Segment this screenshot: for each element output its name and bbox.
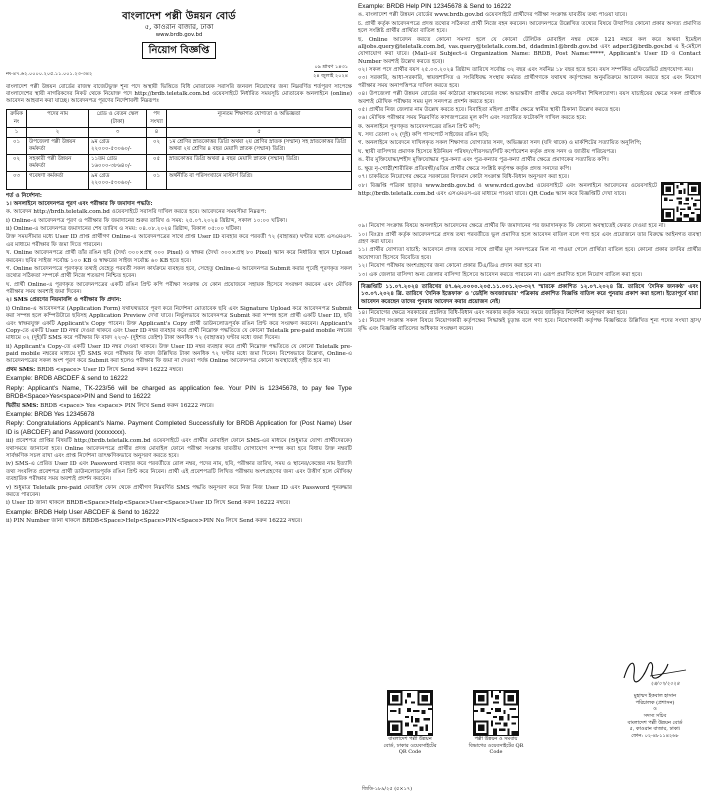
clause-08-block bbox=[358, 182, 701, 222]
clause-08: ০৮। বিজ্ঞপ্তি পত্রিকা ছাড়াও www.brdb.gov.bd ও www.rdcd.gov.bd ওয়েবসাইটে এবং অনলাইনে আবেদনের ওয়েবসাইটে http://brdb.teletalk.com.bd এবং এসএমএস-এর মাধ্যমে পাওয়া যাবে। QR Code স্ক্যান করে বিজ্ঞপ্তিটি দেখা যাবে। bbox=[358, 183, 657, 197]
memo-block bbox=[6, 63, 352, 83]
th-serial: ক্রমিক নং bbox=[7, 110, 27, 127]
section-1a: ক. আবেদন http://brdb.teletalk.com.bd ওয়েবসাইটে সরাসরি দাখিল করতে হবে। আবেদনের সময়সীমা নিম্নরূপ: bbox=[6, 209, 267, 216]
section-2a: i) Online-এ আবেদনপত্র (Application Form) যথাযথভাবে পূরণ করে নির্দেশনা মোতাবেক ছবি এবং Signature Upload করে আবেদনপত্র Submit করা সম্পন্ন হলে কম্পিউটারে ছবিসহ Application Preview দেখা যাবে। নির্ভুলভাবে আবেদনপত্র Submit করা সম্পন্ন হলে প্রার্থী একটি User ID, ছবি এবং স্বাক্ষরযুক্ত একটি Applicant's Copy পাবেন। উক্ত Applicant's Copy প্রার্থী ডাউনলোডপূর্বক রঙিন প্রিন্ট করে সংরক্ষণ করবেন। Applicant's Copy-তে একটি User ID নম্বর দেওয়া থাকবে এবং User ID নম্বর ব্যবহার করে প্রার্থী নিম্নোক্ত পদ্ধতিতে যে কোনো Teletalk pre-paid mobile নম্বরের মাধ্যমে ০২ (দুই)টি SMS করে পরীক্ষার ফি বাবদ ২২৩/- (দুইশত তেইশ) টাকা অনধিক ৭২ (বাহাত্তর) ঘণ্টার মধ্যে জমা দিবেন। bbox=[6, 305, 352, 342]
qr-rdcd[interactable] bbox=[468, 690, 524, 756]
clause-07: ০৭। চাকরিতে নিয়োগের ক্ষেত্রে সরকারের বিদ্যমান কোটা সংক্রান্ত বিধি-বিধান অনুসরণ করা হবে। bbox=[358, 173, 569, 180]
sms-2 bbox=[6, 403, 352, 410]
clause-13: ১৩। এক জেলার বাসিন্দা অন্য জেলার বাসিন্দা হিসেবে আবেদন করতে পারবেন না। এরূপ প্রমাণিত হলে নিয়োগ বাতিল করা হবে। bbox=[358, 271, 643, 278]
colnum: ২ bbox=[27, 127, 89, 137]
th-requirement: ন্যূনতম শিক্ষাগত যোগ্যতা ও অভিজ্ঞতা bbox=[167, 110, 352, 127]
cell-grade: ৯ম গ্রেড ২২০০০-৫৩০৬০/- bbox=[89, 172, 147, 189]
qr-rdcd-caption: পল্লী উন্নয়ন ও সমবায় বিভাগের ওয়েবসাইটের QR Code bbox=[468, 736, 524, 756]
signatory-name: মুহাম্মদ ইকবাল হাসান bbox=[633, 693, 677, 700]
qr-brdb[interactable] bbox=[382, 690, 438, 756]
sms-example-1: Example: BRDB ABCDEF & send to 16222 bbox=[6, 375, 128, 383]
table-header-row bbox=[7, 110, 352, 127]
section-2c: iii) প্রবেশপত্র প্রাপ্তির বিষয়টি http://brdb.teletalk.com.bd ওয়েবসাইটে এবং প্রার্থীর মোবাইল ফোনে SMS-এর মাধ্যমে (শুধুমাত্র যোগ্য প্রার্থীদেরকে) যথাসময়ে জানানো হবে। Online আবেদনপত্রে প্রার্থীর প্রদত্ত মোবাইল ফোনে পরীক্ষা সংক্রান্ত যাবতীয় যোগাযোগ সম্পন্ন করা হবে বিধায় উক্ত নম্বরটি সার্বক্ষণিক সচল রাখা এবং প্রাপ্ত নির্দেশনা তাৎক্ষণিকভাবে অনুসরণ করতে হবে। bbox=[6, 438, 352, 460]
memo-number: নং-৪৭.৬২.০০০০.২০৫.১১.০০১.২৩-৩৪২ bbox=[6, 70, 93, 77]
sms-reply-1: Reply: Applicant's Name, TK-223/56 will be charged as application fee. Your PIN is 12345678, to pay fee Type BRDB<Space>Yes<space>PIN and Send to 16222 bbox=[6, 384, 352, 401]
section-1-title: ১। অনলাইনে আবেদনপত্র পূরণ এবং পরীক্ষার ফি জমাদান পদ্ধতি: bbox=[6, 200, 153, 207]
section-2e: v) শুধুমাত্র Teletalk pre-paid মোবাইল ফোন থেকে প্রার্থীগণ নিম্নবর্ণিত SMS পদ্ধতি অনুসরণ করে নিজ নিজ User ID এবং Password পুনরুদ্ধার করতে পারবেন। bbox=[6, 484, 352, 498]
th-grade: গ্রেড ও বেতন স্কেল (টাকা) bbox=[89, 110, 147, 127]
section-1c: ii) Online-এ আবেদনপত্র জমাদানের শেষ তারিখ ও সময়: ০৪.০৮.২০২৪ খ্রিষ্টাব্দ, বিকাল ০৫:০০ ঘটিকা। bbox=[6, 226, 242, 233]
org-address: ৫, কাওরান বাজার, ঢাকা bbox=[144, 23, 214, 32]
colnum: ৩ bbox=[89, 127, 147, 137]
clause-14: ১৪। নিয়োগের ক্ষেত্রে সরকারের প্রচলিত বিধি-বিধান এবং সরকার কর্তৃক সময়ে সময়ে জারিকৃত নির্দেশনা অনুসরণ করা হবে। bbox=[358, 310, 628, 317]
clause-06a: ক. অনলাইনে পূরণকৃত আবেদনপত্রের রঙিন প্রিন্ট কপি; bbox=[358, 123, 481, 130]
clause-10: ১০। বিঃদ্রঃ প্রার্থী কর্তৃক আবেদনপত্রে প্রদত্ত তথ্য পরবর্তীতে ভুল প্রমাণিত হলে আবেদন বাতিল বলে গণ্য হবে এবং প্রয়োজনে তার বিরুদ্ধে আইনগত ব্যবস্থা গ্রহণ করা যাবে। bbox=[358, 231, 701, 246]
section-2f: i) User ID জানা থাকলে BRDB<Space>Help<Space>User<Space>User ID লিখে Send করুন 16222 নম্বরে। bbox=[6, 500, 291, 507]
colnum: ৫ bbox=[167, 127, 352, 137]
org-name: বাংলাদেশ পল্লী উন্নয়ন বোর্ড bbox=[122, 11, 236, 22]
colnum: ৪ bbox=[147, 127, 167, 137]
qr-code-icon[interactable] bbox=[661, 182, 701, 222]
sms-reply-2: Reply: Congratulations Applicant's Name. Payment Completed Successfully for BRDB Application for (Post Name) User ID is (ABCDEF) and Password (xxxxxxxx). bbox=[6, 420, 352, 436]
notice-header bbox=[6, 10, 352, 59]
intro-paragraph: বাংলাদেশ পল্লী উন্নয়ন বোর্ডের রাজস্ব বাজেটভুক্ত শূন্য পদে অস্থায়ী ভিত্তিতে বিধি মোতাবেক সরাসরি জনবল নিয়োগের জন্য নিম্নবর্ণিত শর্তপূরণ সাপেক্ষে বাংলাদেশের স্থায়ী নাগরিকদের নিকট থেকে নিয়োক্ত পদে http://brdb.teletalk.com.bd ওয়েবসাইটে নির্ধারিত সময়সূচি মোতাবেক অনলাইনে (online) আবেদন আহবান করা যাচ্ছে। আবেদনপত্র পূরণের নির্দেশাবলী নিম্নরূপঃ bbox=[6, 83, 352, 105]
cell-requirement: স্নাতকোত্তর ডিগ্রি অথবা ৪ বছর মেয়াদি স্নাতক (সম্মান) ডিগ্রি। bbox=[167, 155, 352, 172]
org-website[interactable]: www.brdb.gov.bd bbox=[155, 32, 203, 39]
section-1f: গ. Online আবেদনপত্রে পূরণকৃত তথ্যই যেহেতু পরবর্তী সকল কার্যক্রমে ব্যবহৃত হবে, সেহেতু Online-এ আবেদনপত্র Submit করার পূর্বেই পূরণকৃত সকল তথ্যের সঠিকতা সম্পর্কে প্রার্থী নিজে শতভাগ নিশ্চিত হবেন। bbox=[6, 265, 352, 280]
cell-post: উপজেলা পল্লী উন্নয়ন কর্মকর্তা bbox=[27, 137, 89, 154]
sms-2-text: BRDB <space> Yes <space> PIN লিখে Send করুন 16222 নম্বরে। bbox=[40, 402, 214, 409]
right-para-a: ঙ. বাংলাদেশ পল্লী উন্নয়ন বোর্ডের www.brdb.gov.bd ওয়েবসাইটে প্রার্থীদের পরীক্ষা সংক্রান্ত যাবতীয় তথ্য পাওয়া যাবে। bbox=[358, 12, 628, 19]
section-2g: ii) PIN Number জানা থাকলে BRDB<Space>Help<Space>PIN<Space>PIN No লিখে Send করুন 16222 নম্বরে। bbox=[6, 518, 303, 525]
clause-06f: চ. ক্ষুদ্র নৃ-গোষ্ঠী/শারীরিক প্রতিবন্ধী/এতিম প্রার্থীর ক্ষেত্রে সংশ্লিষ্ট কর্তৃপক্ষ কর্তৃক প্রদত্ত সনদের কপি। bbox=[358, 165, 572, 172]
section-1d: উক্ত সময়সীমার মধ্যে User ID প্রাপ্ত প্রার্থীগণ Online-এ আবেদনপত্রের সাথে প্রাপ্ত User ID ব্যবহার করে পরবর্তী ৭২ (বাহাত্তর) ঘণ্টার মধ্যে এসএমএস-এর মাধ্যমে পরীক্ষার ফি জমা দিতে পারবেন। bbox=[6, 234, 352, 248]
memo-date bbox=[313, 63, 348, 81]
section-1b: i) Online-এ আবেদনপত্র পূরণ ও পরীক্ষার ফি জমাদানের শুরুর তারিখ ও সময়: ২৫.০৭.২০২৪ খ্রিষ্টাব্দ, সকাল ১০:০০ ঘটিকা। bbox=[6, 217, 288, 224]
table-row bbox=[7, 137, 352, 154]
cell-count: ০২ bbox=[147, 137, 167, 154]
cell-serial: ০১ bbox=[7, 137, 27, 154]
sms-example-3: Example: BRDB Help User ABCDEF & Send to 16222 bbox=[6, 508, 160, 516]
notice-title: নিয়োগ বিজ্ঞপ্তি bbox=[142, 42, 217, 59]
sms-1-label: প্রথম SMS: bbox=[6, 366, 36, 373]
sms-2-label: দ্বিতীয় SMS: bbox=[6, 402, 39, 409]
cell-serial: ০৩ bbox=[7, 172, 27, 189]
clause-12: ১২। নিয়োগ পরীক্ষায় অংশগ্রহণের জন্য কোনো প্রকার টিএ/ডিএ প্রদান করা হবে না। bbox=[358, 263, 542, 270]
clause-06b: খ. সদ্য তোলা ০২ (দুই) কপি পাসপোর্ট সাইজের রঙিন ছবি; bbox=[358, 132, 489, 139]
sms-example-4: Example: BRDB Help PIN 12345678 & Send to 16222 bbox=[358, 3, 512, 10]
section-2-title: ২। SMS প্রেরণের নিয়মাবলি ও পরীক্ষার ফি প্রদান: bbox=[6, 297, 122, 304]
cell-count: ০৫ bbox=[147, 155, 167, 172]
right-column bbox=[358, 2, 701, 794]
conditions-title: শর্ত ও নির্দেশনা: bbox=[6, 192, 42, 199]
clause-03: ০৩। সরকারি, আধা-সরকারি, স্বায়ত্তশাসিত ও সংবিধিবদ্ধ সংস্থায় কর্মরত প্রার্থীগণকে যথাযথ কর্তৃপক্ষের অনুমতিক্রমে আবেদন করতে হবে এবং নিয়োগ পরীক্ষার সময় অনাপত্তিপত্র দাখিল করতে হবে। bbox=[358, 75, 701, 89]
sms-1 bbox=[6, 367, 352, 374]
th-count: পদ সংখ্যা bbox=[147, 110, 167, 127]
section-2b: ii) Applicant's Copy-তে একটি User ID নম্বর দেওয়া থাকবে। উক্ত User ID নম্বর ব্যবহার করে প্রার্থী নিম্নোক্ত পদ্ধতিতে যে কোনো Teletalk pre-paid mobile নম্বরের মাধ্যমে দুটি SMS করে পরীক্ষার ফি বাবদ উল্লিখিত টাকা অনধিক ৭২ ঘণ্টার মধ্যে জমা দিবেন। বিশেষভাবে উল্লেখ্য, Online-এ আবেদনপত্রের সকল অংশ পূরণ করে Submit করা হলেও পরীক্ষার ফি জমা না দেওয়া পর্যন্ত Online আবেদনপত্র কোনো অবস্থাতেই গৃহীত হবে না। bbox=[6, 343, 352, 365]
right-para-b: চ. প্রার্থী কর্তৃক আবেদনপত্রে প্রদত্ত তথ্যের সঠিকতা প্রার্থী নিজে বহন করবেন। আবেদনপত্রে উল্লেখিত তথ্যের বিষয়ে উত্থাপিত কোনো প্রকার অসত্য প্রমাণিত হলে সংশ্লিষ্ট প্রার্থীর প্রার্থিতা বাতিল হবে। bbox=[358, 20, 701, 35]
cell-serial: ০২ bbox=[7, 155, 27, 172]
table-row bbox=[7, 172, 352, 189]
posts-table bbox=[6, 109, 352, 189]
signatory-role: সদস্য সচিব bbox=[643, 712, 667, 719]
table-colnum-row bbox=[7, 127, 352, 137]
notice-box: বিজ্ঞপ্তিটি ১১.০৭.২০২৪ তারিখের ৪৭.৬২.০০০০.২০৫.১১.০০১.২৩-৩২৭ স্মারকে প্রকাশিত ১২.০৭.২০২৪ খ্রি. তারিখে 'দৈনিক জনকণ্ঠ' এবং ১৩.০৭.২০২৪ খ্রি. তারিখে 'দৈনিক ইত্তেফাক' ও 'ডেইলি অবজারভার' পত্রিকায় প্রকাশিত বিজ্ঞপ্তি বাতিল করে পুনরায় প্রকাশ করা হলো। ইতোপূর্বে যারা আবেদন করেছেন তাদের পুনরায় আবেদন করার প্রয়োজন নেই। bbox=[358, 281, 701, 309]
signature-block bbox=[615, 652, 695, 739]
clause-06: ০৬। মৌখিক পরীক্ষার সময় নিম্নবর্ণিত কাগজপত্রের মূল কপি এবং সত্যায়িত ফটোকপি দাখিল করতে হবে: bbox=[358, 115, 587, 122]
cell-requirement: অর্থনীতি বা পরিসংখ্যানে মাস্টার্স ডিগ্রি। bbox=[167, 172, 352, 189]
section-2d: iv) SMS-এ প্রেরিত User ID এবং Password ব্যবহার করে পরবর্তীতে রোল নম্বর, পদের নাম, ছবি, পরীক্ষার তারিখ, সময় ও স্থানের/কেন্দ্রের নাম ইত্যাদি তথ্য সংবলিত প্রবেশপত্র প্রার্থী ডাউনলোডপূর্বক রঙিন প্রিন্ট করে নিবেন। প্রার্থী এই প্রবেশপত্রটি লিখিত পরীক্ষায় অংশগ্রহণের জন্য এবং উত্তীর্ণ হলে মৌখিক/ব্যবহারিক পরীক্ষার সময় অবশ্যই প্রদর্শন করবেন। bbox=[6, 461, 352, 483]
sms-example-2: Example: BRDB Yes 12345678 bbox=[6, 410, 95, 418]
signatory-and: ও bbox=[653, 706, 657, 713]
right-para-c: ছ. Online আবেদন করতে কোনো সমস্যা হলে যে কোনো টেলিটক মোবাইল নম্বর থেকে 121 নম্বরে কল করে অথবা ইমেইল alljobs.query@teletalk.com.bd, vas.query@teletalk.com.bd, ddadmin1@brdb.gov.bd এবং adper3@brdb.gov.bd এ ই-মেইলে যোগাযোগ করা যাবে। (Mail-এর Subject-এ Organization Name: BRDB, Post Name:*****, Applicant's User ID ও Contact Number অবশ্যই উল্লেখ করতে হবে)। bbox=[358, 36, 701, 65]
clause-06e: ঙ. বীর মুক্তিযোদ্ধা/শহীদ মুক্তিযোদ্ধার পুত্র-কন্যা এবং পুত্র-কন্যার পুত্র-কন্যা প্রার্থীর ক্ষেত্রে প্রমাণকের সত্যায়িত কপি। bbox=[358, 157, 609, 164]
section-1g: ঘ. প্রার্থী Online-এ পূরণকৃত আবেদনপত্রের একটি রঙিন প্রিন্ট কপি পরীক্ষা সংক্রান্ত যে কোন প্রয়োজনে সহায়ক হিসেবে সংরক্ষণ করবেন এবং মৌখিক পরীক্ষার সময় অবশ্যই জমা দিবেন। bbox=[6, 281, 352, 296]
cell-count: ০১ bbox=[147, 172, 167, 189]
cell-post: সহকারী পল্লী উন্নয়ন কর্মকর্তা bbox=[27, 155, 89, 172]
memo-date-bn: ০৯ শ্রাবণ ১৪৩১ bbox=[314, 63, 348, 73]
clause-02: ০২। সকল পদে প্রার্থীর বয়স ২৫.০৩.২০২৪ খ্রিষ্টাব্দ তারিখে সর্বোচ্চ ৩২ বছর এবং সর্বনিম্ন ১৮ বছর হতে হবে। বয়স সম্পর্কিত এফিডেভিট গ্রহণযোগ্য নয়। bbox=[358, 67, 694, 74]
clause-15: ১৫। নিয়োগ সংক্রান্ত সকল বিষয়ে নিয়োগকারী কর্তৃপক্ষের সিদ্ধান্তই চূড়ান্ত বলে গণ্য হবে। নিয়োগকারী কর্তৃপক্ষ বিজ্ঞপ্তিতে উল্লিখিত শূন্য পদের সংখ্যা হ্রাস/বৃদ্ধি এবং বিজ্ঞপ্তি বাতিলের অধিকার সংরক্ষণ করেন। bbox=[358, 318, 701, 332]
table-row bbox=[7, 155, 352, 172]
clause-06d: ঘ. স্থায়ী বাসিন্দার প্রমাণক হিসেবে ইউনিয়ন পরিষদ/পৌরসভা/সিটি কর্পোরেশন কর্তৃক প্রদত্ত সনদ ও জাতীয় পরিচয়পত্র। bbox=[358, 148, 617, 155]
sms-1-text: BRDB <space> User ID লিখে Send করুন 16222 নম্বরে। bbox=[36, 366, 184, 373]
cell-requirement: ১ম শ্রেণির স্নাতকোত্তর ডিগ্রি অথবা ২য় শ্রেণির স্নাতক (সম্মান) সহ স্নাতকোত্তর ডিগ্রি অথবা ২য় শ্রেণির ৪ বছর মেয়াদি স্নাতক (সম্মান) ডিগ্রি। bbox=[167, 137, 352, 154]
qr-brdb-caption: বাংলাদেশ পল্লী উন্নয়ন বোর্ড, ঢাকার ওয়েবসাইটের QR Code bbox=[383, 736, 437, 756]
qr-code-icon[interactable] bbox=[473, 690, 519, 736]
bottom-section bbox=[358, 650, 701, 794]
left-column bbox=[6, 4, 352, 794]
th-post: পদের নাম bbox=[27, 110, 89, 127]
clause-05: ০৫। প্রার্থীর নিজ জেলার নাম উল্লেখ করতে হবে। বিবাহিতা মহিলা প্রার্থীর ক্ষেত্রে স্বামীর স্থায়ী ঠিকানা উল্লেখ করতে হবে। bbox=[358, 106, 621, 113]
clause-04: ০৪। উপজেলা পল্লী উন্নয়ন বোর্ডের কর্ম কাঠামো বাস্তবায়নের লক্ষ্যে অভ্যন্তরীণ প্রার্থীর ক্ষেত্রে বয়সসীমা শিথিলযোগ্য। বয়স যাচাইয়ের ক্ষেত্রে সকল প্রার্থীকে অবশ্যই মৌখিক পরীক্ষার সময় মূল সনদপত্র প্রদর্শন করতে হবে। bbox=[358, 91, 701, 105]
signatory-address: ৫, কাওরান বাজার, ঢাকা। bbox=[629, 726, 681, 733]
cell-post: গবেষণা কর্মকর্তা bbox=[27, 172, 89, 189]
colnum: ১ bbox=[7, 127, 27, 137]
clause-06c: গ. অনলাইনে আবেদনে দাখিলকৃত সকল শিক্ষাগত যোগ্যতার সনদ, অভিজ্ঞতা সনদ (যদি থাকে) ও মার্কশিটের সত্যায়িত অনুলিপি; bbox=[358, 140, 642, 147]
cell-grade: ১১তম গ্রেড ১৬০০০-৩৮৬৪০/- bbox=[89, 155, 147, 172]
signatory-phone: ফোন: ০২-৪৮১১৪২৬৮ bbox=[631, 732, 679, 739]
gd-reference: জিডি-১৮৯/২৫ (৫×১৭) bbox=[362, 786, 413, 792]
section-1e: খ. Online আবেদনপত্রে প্রার্থী তাঁর রঙিন ছবি (দৈর্ঘ্য ৩০০×প্রস্থ ৩০০ Pixel) ও স্বাক্ষর (দৈর্ঘ্য ৩০০×প্রস্থ ৮০ Pixel) স্ক্যান করে নির্ধারিত স্থানে Upload করবেন। ছবির সাইজ সর্বোচ্চ ১০০ KB ও স্বাক্ষরের সাইজ সর্বোচ্চ ৬০ KB হতে হবে। bbox=[6, 250, 352, 264]
signatory-title: পরিচালক (প্রশাসন) bbox=[635, 699, 675, 706]
cell-grade: ৯ম গ্রেড ২২০০০-৫৩০৬০/- bbox=[89, 137, 147, 154]
clause-11: ১১। প্রার্থীর যোগ্যতা যাচাই: আবেদনে প্রদত্ত তথ্যের সাথে প্রার্থীর মূল সনদপত্রের মিল না পাওয়া গেলে প্রার্থিতা বাতিল হবে। কোনো প্রকার তদবির প্রার্থীর অযোগ্যতা হিসেবে বিবেচিত হবে। bbox=[358, 247, 701, 261]
signature-date: ২৪/০৭/২০২৪ bbox=[650, 680, 680, 687]
memo-date-en: ২৪ জুলাই ২০২৪ bbox=[313, 73, 348, 80]
clause-09: ০৯। নিয়োগ সংক্রান্ত বিষয়ে অনলাইনে আবেদনের ক্ষেত্রে প্রার্থীর ফি জমাদানের পর জমাদানকৃত ফি কোনো অবস্থাতেই ফেরত দেওয়া হবে না। bbox=[358, 223, 666, 230]
qr-code-icon[interactable] bbox=[387, 690, 433, 736]
signatory-org: বাংলাদেশ পল্লী উন্নয়ন বোর্ড bbox=[627, 719, 683, 726]
